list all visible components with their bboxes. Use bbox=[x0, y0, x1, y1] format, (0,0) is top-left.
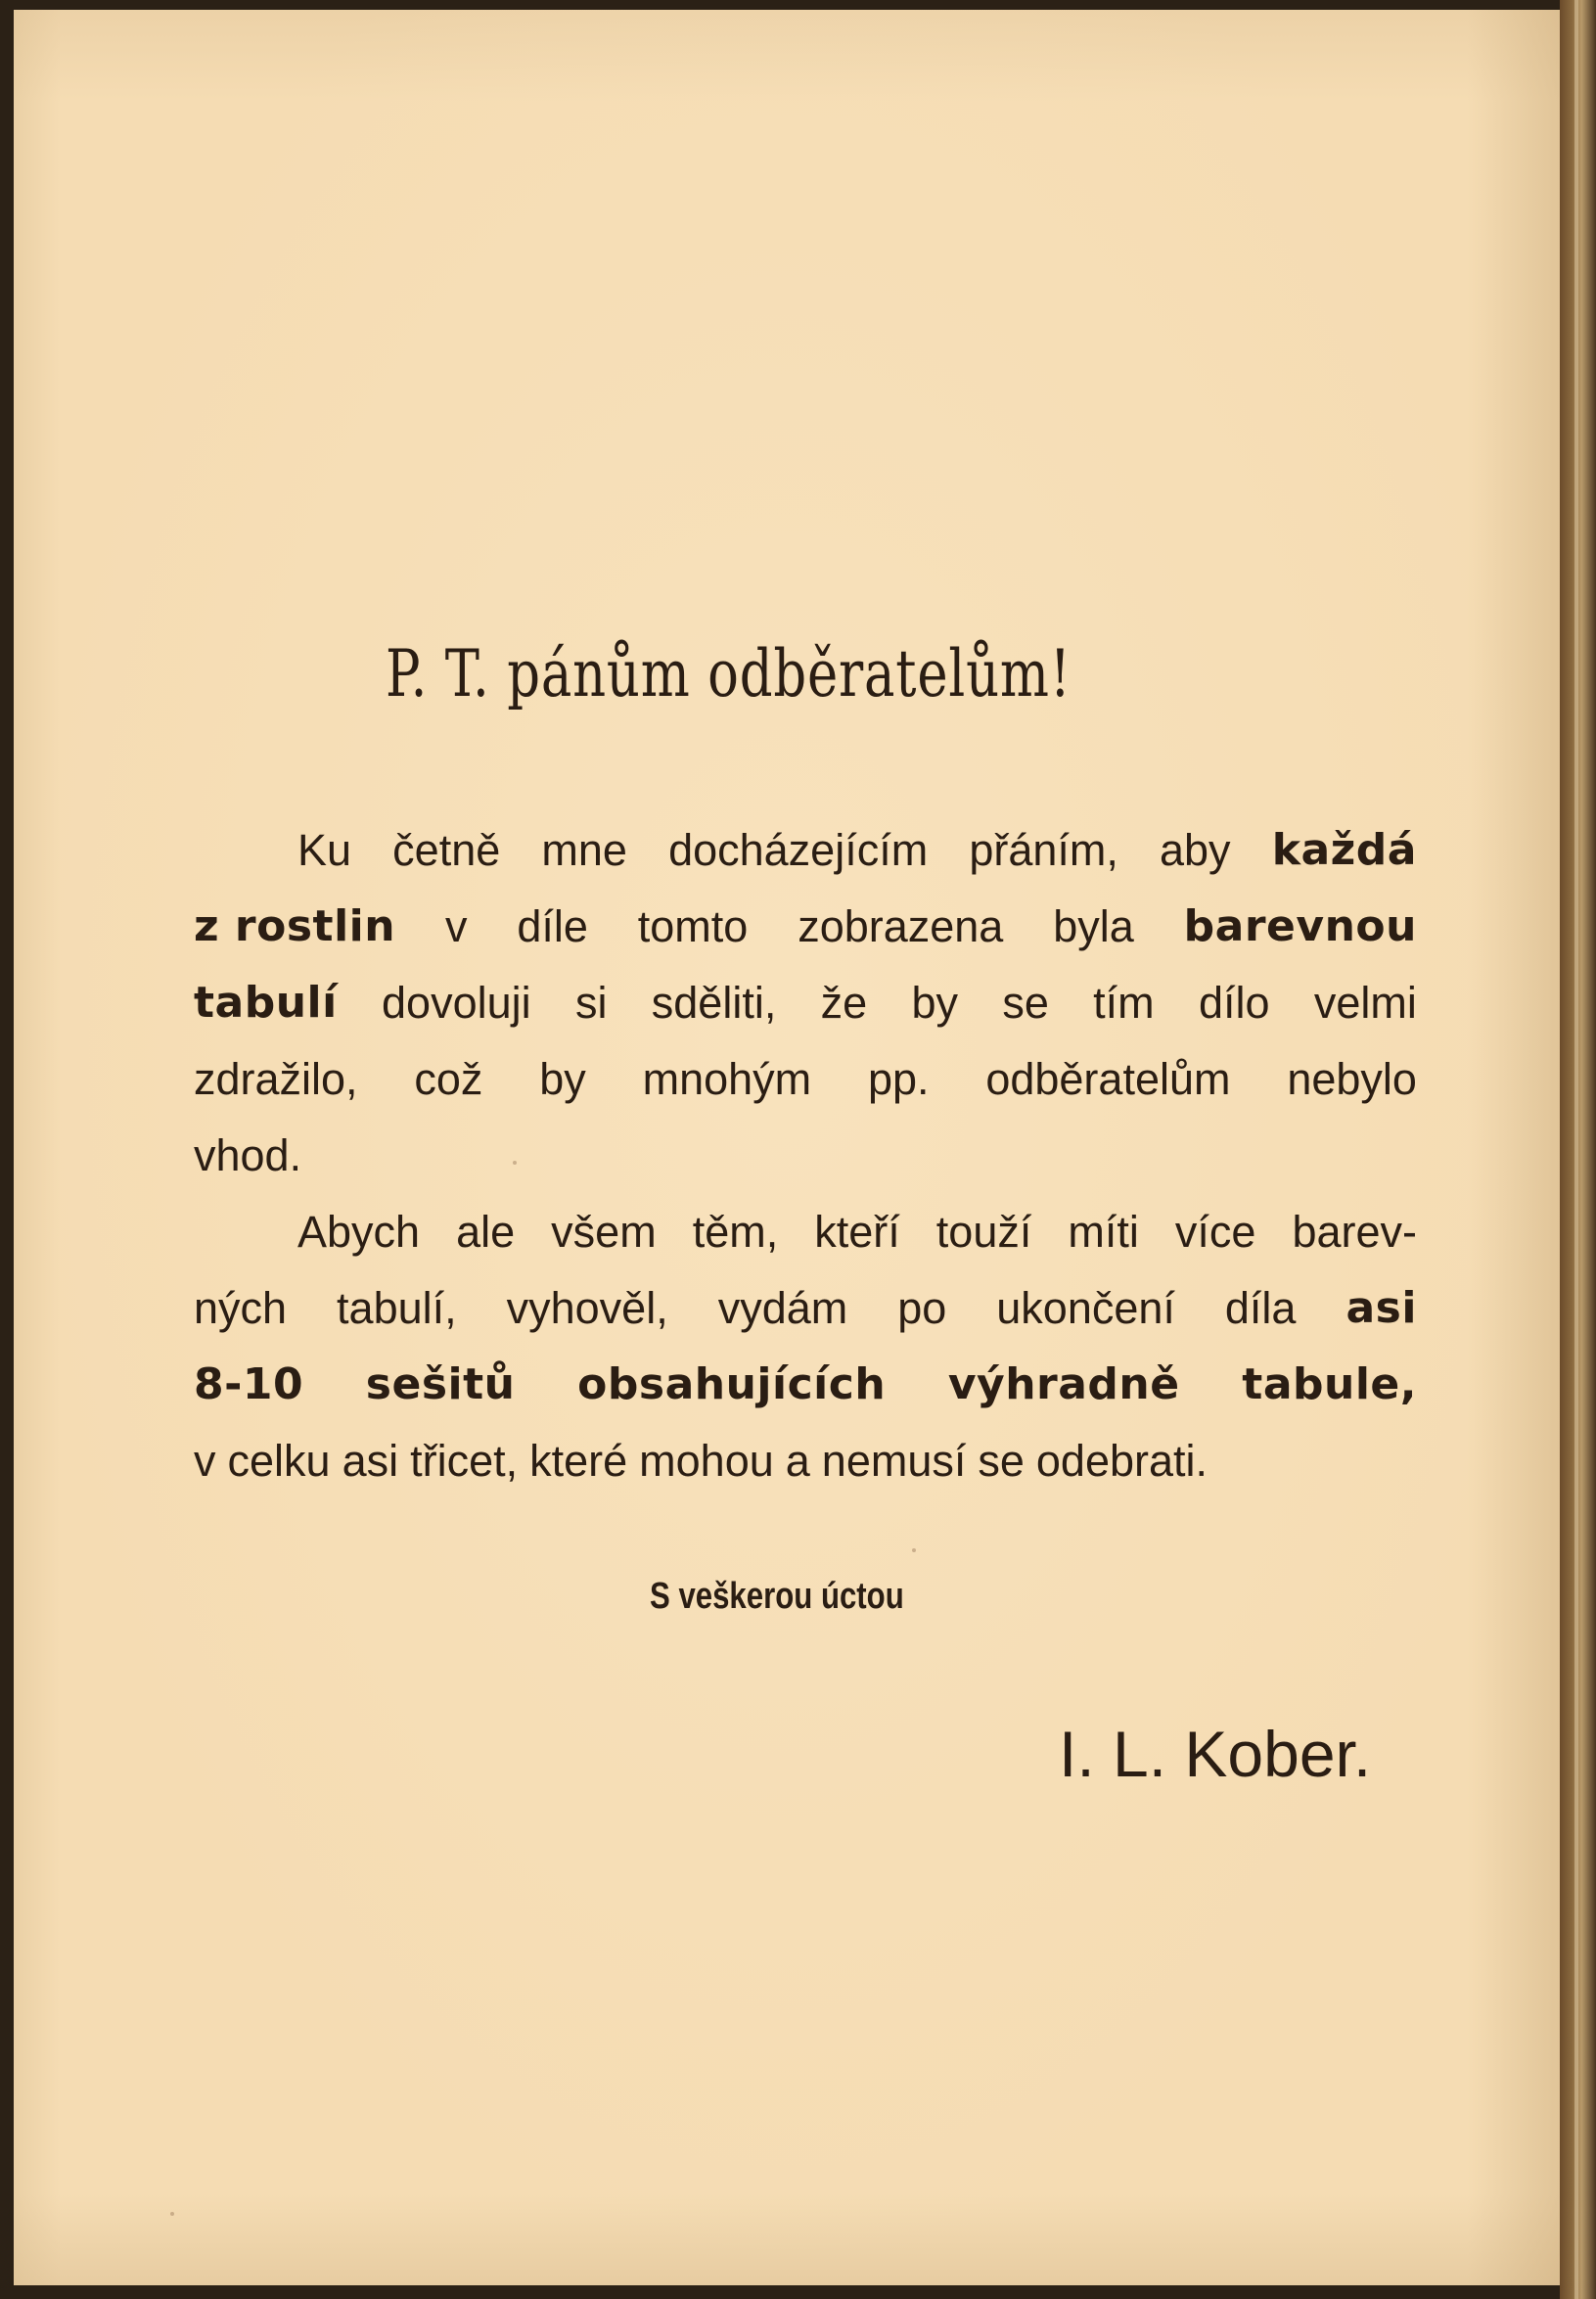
word: zdražilo, bbox=[194, 1054, 358, 1104]
spine-highlight bbox=[1574, 0, 1578, 2299]
word: touží bbox=[935, 1207, 1032, 1257]
word: po bbox=[897, 1283, 947, 1333]
word: nebylo bbox=[1287, 1054, 1417, 1104]
word: míti bbox=[1068, 1207, 1139, 1257]
word: Ku bbox=[297, 825, 352, 875]
word: dovoluji bbox=[382, 978, 531, 1028]
text-line bbox=[194, 1347, 1417, 1423]
word: tomto bbox=[637, 901, 749, 951]
page-heading: P. T. pánům odběratelům! bbox=[386, 636, 1072, 712]
text-line bbox=[194, 965, 1417, 1041]
word: byla bbox=[1053, 901, 1134, 951]
bold-word: asi bbox=[1345, 1283, 1417, 1333]
bold-word: sešitů bbox=[365, 1359, 516, 1409]
word: četně bbox=[392, 825, 501, 875]
text-line bbox=[194, 889, 1417, 965]
signature: I. L. Kober. bbox=[1059, 1718, 1372, 1790]
bold-word: každá bbox=[1271, 825, 1417, 875]
word: asi bbox=[342, 1436, 399, 1486]
word: aby bbox=[1160, 825, 1231, 875]
letter-body bbox=[194, 812, 1417, 1499]
paragraph-2 bbox=[194, 1194, 1417, 1499]
word: přáním, bbox=[969, 825, 1118, 875]
word: vydám bbox=[717, 1283, 848, 1333]
bold-word: výhradně bbox=[947, 1359, 1180, 1409]
word: by bbox=[911, 978, 959, 1028]
paper-speck bbox=[912, 1548, 916, 1552]
word: Abych bbox=[297, 1207, 421, 1257]
book-page bbox=[14, 10, 1560, 2285]
word: zobrazena bbox=[798, 901, 1004, 951]
word: nemusí bbox=[821, 1436, 967, 1486]
word: se bbox=[978, 1436, 1025, 1486]
text-line bbox=[194, 1194, 1417, 1270]
word: odebrati. bbox=[1035, 1436, 1208, 1486]
word: barev- bbox=[1292, 1207, 1417, 1257]
paper-speck bbox=[170, 2212, 174, 2216]
word: že bbox=[820, 978, 868, 1028]
word: více bbox=[1174, 1207, 1256, 1257]
word: pp. bbox=[867, 1054, 930, 1104]
word: si bbox=[574, 978, 608, 1028]
word: sděliti, bbox=[651, 978, 777, 1028]
word: všem bbox=[551, 1207, 657, 1257]
word: ale bbox=[456, 1207, 516, 1257]
word: v bbox=[194, 1436, 216, 1486]
word: mohou bbox=[639, 1436, 774, 1486]
text-line bbox=[194, 812, 1417, 889]
word: třicet, bbox=[410, 1436, 519, 1486]
word: tím bbox=[1093, 978, 1155, 1028]
word: celku bbox=[227, 1436, 331, 1486]
bold-word: tabule, bbox=[1242, 1359, 1417, 1409]
bold-word: z rostlin bbox=[194, 901, 396, 951]
word: mnohým bbox=[642, 1054, 812, 1104]
word: dílo bbox=[1198, 978, 1270, 1028]
paper-speck bbox=[513, 1161, 517, 1165]
word: kteří bbox=[814, 1207, 900, 1257]
text-line bbox=[194, 1423, 1417, 1499]
word: vhod. bbox=[194, 1130, 302, 1180]
bold-word: obsahujících bbox=[577, 1359, 887, 1409]
text-line bbox=[194, 1041, 1417, 1118]
word: ukončení bbox=[996, 1283, 1175, 1333]
word: ných bbox=[194, 1283, 288, 1333]
bold-word: barevnou bbox=[1183, 901, 1417, 951]
word: by bbox=[539, 1054, 586, 1104]
bold-word: tabulí bbox=[194, 978, 338, 1028]
word: tabulí, bbox=[337, 1283, 457, 1333]
text-line bbox=[194, 1118, 1417, 1194]
word: mne bbox=[541, 825, 627, 875]
word: těm, bbox=[692, 1207, 779, 1257]
word: což bbox=[414, 1054, 483, 1104]
word: vyhověl, bbox=[506, 1283, 668, 1333]
word: docházejícím bbox=[668, 825, 929, 875]
word: odběratelům bbox=[985, 1054, 1231, 1104]
word: a bbox=[785, 1436, 810, 1486]
paragraph-1 bbox=[194, 812, 1417, 1194]
word: díla bbox=[1224, 1283, 1297, 1333]
word: které bbox=[529, 1436, 628, 1486]
word: díle bbox=[517, 901, 588, 951]
bold-word: 8-10 bbox=[194, 1359, 304, 1409]
word: v bbox=[444, 901, 468, 951]
word: velmi bbox=[1313, 978, 1417, 1028]
text-line bbox=[194, 1270, 1417, 1347]
word: se bbox=[1002, 978, 1049, 1028]
closing-salutation: S veškerou úctou bbox=[650, 1576, 904, 1617]
